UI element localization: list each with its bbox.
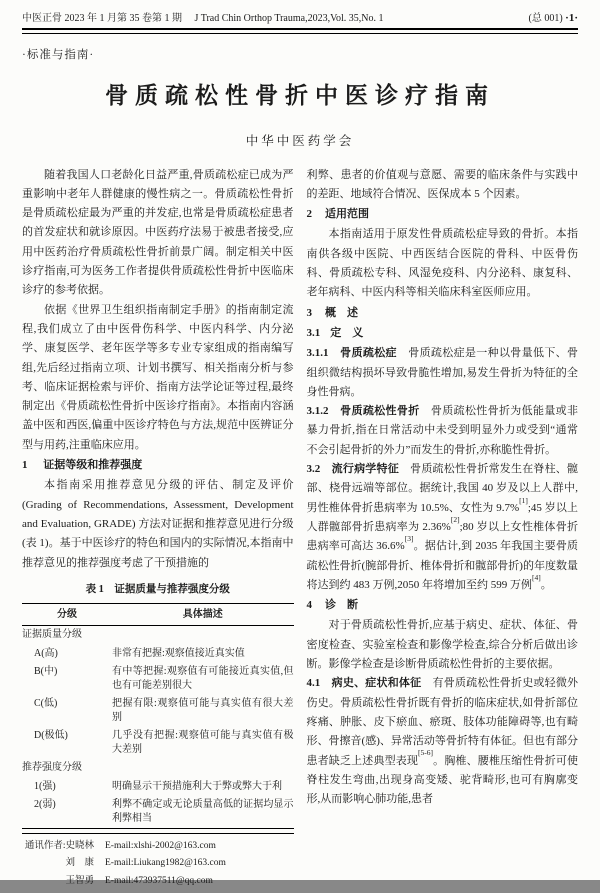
grade-cell: A(高) bbox=[34, 647, 58, 659]
table-header-desc: 具体描述 bbox=[112, 604, 294, 626]
issue-page-number bbox=[528, 9, 578, 24]
journal-info bbox=[22, 9, 384, 24]
footnote-rule bbox=[22, 833, 294, 834]
page-number: ·1· bbox=[565, 12, 578, 24]
table-group-row bbox=[22, 625, 294, 644]
section-number: 2 bbox=[306, 208, 312, 221]
subsection-heading-4.1: 4.1 病史、症状和体征 bbox=[306, 677, 422, 690]
article-title: 骨质疏松性骨折中医诊疗指南 bbox=[105, 82, 495, 108]
grade-cell: 1(强) bbox=[34, 780, 56, 792]
body-paragraph: 3.1.1 骨质疏松症 骨质疏松症是一种以骨量低下、骨组织微结构损坏导致骨脆性增加,易发生骨折为特征的全身性骨病。 bbox=[306, 347, 579, 398]
citation-ref: [2] bbox=[450, 514, 460, 524]
journal-title-cn: 中医正骨 2023 年 1 月第 35 卷第 1 期 bbox=[22, 13, 182, 24]
column-label: ·标准与指南· bbox=[22, 48, 95, 61]
footnote-author: 王智勇 bbox=[65, 875, 94, 886]
grade-cell: D(极低) bbox=[34, 730, 68, 742]
subsection-heading-3.1.2: 3.1.2 骨质疏松性骨折 bbox=[306, 405, 420, 418]
issue-label: (总 001) bbox=[528, 13, 563, 24]
footnote-author: 通讯作者:史晓林 bbox=[24, 840, 94, 851]
description-cell: 利弊不确定或无论质量高低的证据均显示利弊相当 bbox=[112, 799, 294, 824]
section-title: 概 述 bbox=[325, 306, 358, 319]
table-row bbox=[22, 695, 294, 727]
body-paragraph: 4.1 病史、症状和体征 有骨质疏松性骨折史或轻微外伤史。骨质疏松性骨折既有骨折的临床症状,如骨折部位疼痛、肿胀、皮下瘀血、瘀斑、肢体功能障碍等,也有畸形、骨擦音(感)、异常活动等骨折特有体征。但也有部分患者缺乏上述典型表现[5-6]。胸椎、腰椎压缩性骨折可使脊柱发生弯曲,出现身高变矮、驼背畸形,也可有胸廓变形,从而影响心肺功能,患者 bbox=[306, 677, 579, 806]
table-group-label: 证据质量分级 bbox=[22, 629, 82, 641]
header-rule bbox=[22, 28, 578, 34]
section-title: 适用范围 bbox=[325, 208, 369, 221]
description-cell: 明确显示干预措施利大于弊或弊大于利 bbox=[112, 780, 282, 792]
citation-ref: [3] bbox=[404, 534, 414, 544]
section-number: 3 bbox=[306, 306, 312, 319]
grade-cell: C(低) bbox=[34, 698, 58, 710]
description-cell: 有中等把握:观察值有可能接近真实值,但也有可能差别很大 bbox=[112, 666, 294, 691]
section-number: 1 bbox=[22, 459, 28, 472]
grade-cell: B(中) bbox=[34, 666, 58, 678]
body-columns bbox=[22, 166, 578, 893]
section-number: 3.1 bbox=[306, 326, 321, 339]
table-row bbox=[22, 727, 294, 759]
subsection-heading-3.1.1: 3.1.1 骨质疏松症 bbox=[306, 347, 397, 360]
body-paragraph: 3.2 流行病学特征 骨质疏松性骨折常发生在脊柱、髋部、桡骨远端等部位。据统计,我国 40 岁及以上人群中,男性椎体骨折患病率为 10.5%、女性为 9.7%[1];45 岁以上人群髋部骨折患病率为 2.36%[2];80 岁以上女性椎体骨折患病率可高达 36.6%[3]。据估计,到 2035 年我国主要骨质疏松性骨折(腕部骨折、椎体骨折和髋部骨折)的年度数量将达到约 483 万例,2050 年将增加至约 599 万例[4]。 bbox=[306, 463, 579, 591]
section-heading-1 bbox=[22, 456, 294, 475]
footnote-row bbox=[22, 876, 294, 887]
section-heading-3 bbox=[307, 304, 579, 323]
section-heading-4 bbox=[307, 596, 579, 615]
body-paragraph: 随着我国人口老龄化日益严重,骨质疏松症已成为严重影响中老年人群健康的慢性病之一。骨质疏松性骨折是骨质疏松症最为严重的并发症,也常是骨质疏松症患者的首发症状和就诊原因。中医药疗法易于被患者接受,应用中医药治疗骨质疏松性骨折前景广阔。制定相关中医诊疗指南,可为医务工作者提供骨质疏松性骨折中医临床诊疗的参考依据。 bbox=[22, 168, 294, 297]
footnotes bbox=[22, 841, 294, 887]
table-row bbox=[22, 777, 294, 796]
table-body bbox=[22, 625, 294, 828]
subsection-heading-3.2: 3.2 流行病学特征 bbox=[306, 463, 399, 476]
section-title: 证据等级和推荐强度 bbox=[43, 459, 143, 472]
table-row bbox=[22, 644, 294, 663]
journal-title-en: J Trad Chin Orthop Trauma,2023,Vol. 35,No. 1 bbox=[194, 13, 384, 24]
citation-ref: [4] bbox=[532, 572, 541, 582]
table-header-row bbox=[22, 604, 294, 626]
section-title: 诊 断 bbox=[325, 599, 358, 612]
evidence-grade-table bbox=[22, 603, 294, 829]
body-paragraph: 本指南采用推荐意见分级的评估、制定及评价(Grading of Recommendations, Assessment, Development and Evaluation, GRADE) 方法对证据和推荐意见进行分级(表 1)。基于中医诊疗的特色和国内的实际情况,本指南中推荐意见的推荐强度考虑了干预措施的 bbox=[22, 479, 294, 569]
citation-ref: [1] bbox=[519, 495, 528, 505]
description-cell: 几乎没有把握:观察值可能与真实值有极大差别 bbox=[112, 730, 294, 755]
footnote-email: E-mail:xlshi-2002@163.com bbox=[105, 840, 216, 851]
author-society: 中华中医药学会 bbox=[245, 133, 355, 148]
body-paragraph: 利弊、患者的价值观与意愿、需要的临床条件与实践中的差距、地域符合情况、医保成本 5 个因素。 bbox=[306, 168, 578, 200]
table-group-row bbox=[22, 759, 294, 778]
table-row bbox=[22, 796, 294, 829]
description-cell: 把握有限:观察值可能与真实值有很大差别 bbox=[112, 698, 294, 723]
footnote-row bbox=[22, 841, 294, 852]
section-heading-2 bbox=[307, 205, 579, 224]
running-head bbox=[22, 9, 578, 24]
footnote-author: 刘 康 bbox=[65, 858, 94, 869]
body-paragraph: 依据《世界卫生组织指南制定手册》的指南制定流程,我们成立了由中医骨伤科学、中医内科学、内分泌学、康复医学、老年医学等多专业专家组成的指南编写组,先后经过指南立项、计划书撰写、相关指南分析与参考、临床证据检索与评价、指南方法学论证等过程,最终制定出《骨质疏松性骨折中医诊疗指南》。本指南内容涵盖中医和西医,偏重中医诊疗特色与方法,规范中医辨证分型与用药,注重临床应用。 bbox=[22, 303, 294, 451]
right-column bbox=[307, 166, 579, 893]
grade-cell: 2(弱) bbox=[34, 799, 56, 811]
table-header-grade: 分级 bbox=[22, 604, 112, 626]
body-paragraph: 对于骨质疏松性骨折,应基于病史、症状、体征、骨密度检查、实验室检查和影像学检查,综合分析后做出诊断。影像学检查是诊断骨质疏松性骨折的主要依据。 bbox=[306, 619, 578, 671]
footnote-email: E-mail:Liukang1982@163.com bbox=[105, 858, 226, 869]
section-heading-3.1 bbox=[307, 324, 579, 343]
footnote-email: E-mail:473937511@qq.com bbox=[105, 875, 213, 886]
footnote-row bbox=[22, 858, 294, 869]
section-title: 定 义 bbox=[330, 326, 364, 339]
body-paragraph: 本指南适用于原发性骨质疏松症导致的骨折。本指南供各级中医院、中西医结合医院的骨科、中医骨伤科、骨质疏松专科、风湿免疫科、内分泌科、康复科、老年病科、中医内科等相关临床科室医师应用。 bbox=[306, 228, 578, 299]
description-cell: 非常有把握:观察值接近真实值 bbox=[112, 647, 245, 659]
section-number: 4 bbox=[306, 599, 312, 612]
table-group-label: 推荐强度分级 bbox=[22, 762, 82, 774]
left-column bbox=[22, 166, 294, 893]
body-paragraph: 3.1.2 骨质疏松性骨折 骨质疏松性骨折为低能量或非暴力骨折,指在日常活动中未受到明显外力或受到“通常不会引起骨折的外力”而发生的骨折,亦称脆性骨折。 bbox=[306, 405, 579, 456]
table-caption: 表 1 证据质量与推荐强度分级 bbox=[85, 583, 230, 595]
table-row bbox=[22, 663, 294, 695]
citation-ref: [5-6] bbox=[418, 748, 434, 758]
